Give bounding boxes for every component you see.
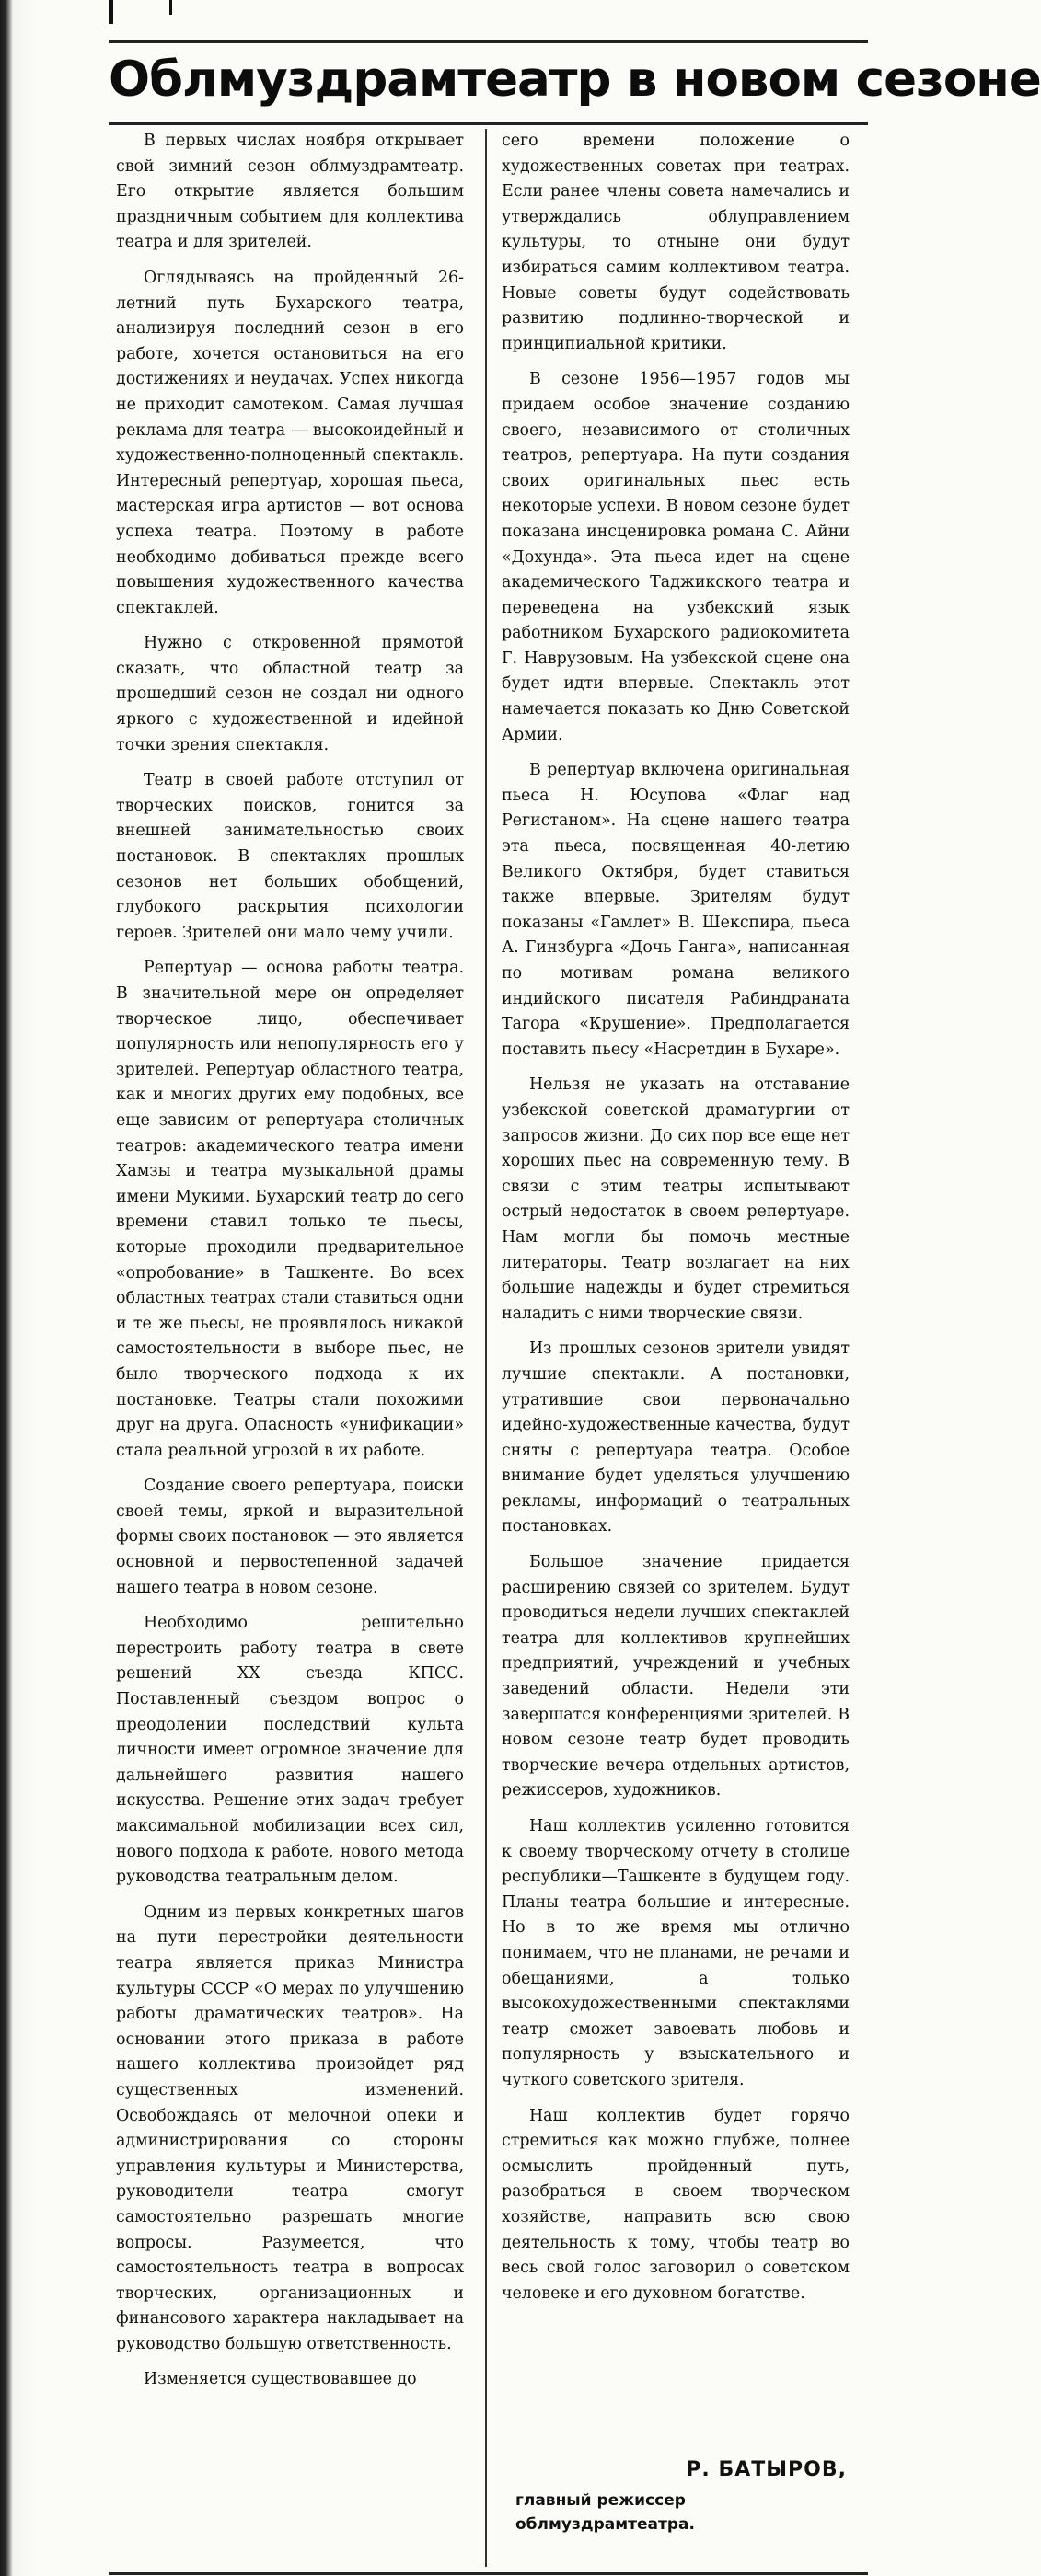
paragraph: Большое значение придается расширению связей со зрителем. Будут проводиться недели лучших спектаклей театра для коллективов крупнейших предприятий, учреждений и учебных заведений области. Недели эти завершатся конференциями зрителей. В новом сезоне театр будет проводить творческие вечера отдельных артистов, режиссеров, художников. (502, 1553, 850, 1800)
paragraph: В репертуар включена оригинальная пьеса Н. Юсупова «Флаг над Регистаном». На сцене нашего театра эта пьеса, посвященная 40-летию Великого Октября, будет ставиться также впервые. Зрителям будут показаны «Гамлет» В. Шекспира, пьеса А. Гинзбурга «Дочь Ганга», написанная по мотивам романа великого индийского писателя Рабиндраната Тагора «Крушение». Предполагается поставить пьесу «Насретдин в Бухаре». (502, 761, 850, 1059)
top-rule (109, 40, 868, 43)
paragraph: Создание своего репертуара, поиски своей темы, яркой и выразительной формы своих постановок — это является основной и первостепенной задачей нашего театра в новом сезоне. (116, 1477, 464, 1597)
author-signature (515, 2458, 856, 2536)
author-role: главный режиссер облмуздрамтеатра. (515, 2491, 695, 2534)
paragraph: сего времени положение о художественных советах при театрах. Если ранее члены совета намечались и утверждались облуправлением культуры, то отныне они будут избираться самим коллективом театра. Новые советы будут содействовать развитию подлинно-творческой и принципиальной критики. (502, 132, 850, 353)
article-headline: Облмуздрамтеатр в новом сезоне (109, 52, 1041, 108)
paragraph: Репертуар — основа работы театра. В значительной мере он определяет творческое лицо, обеспечивает популярность или непопулярность его у зрителей. Репертуар областного театра, как и многих других ему подобных, все еще зависим от репертуара столичных театров: академического театра имени Хамзы и театра музыкальной драмы имени Мукими. Бухарский театр до сего времени ставил только те пьесы, которые проходили предварительное «опробование» в Ташкенте. Во всех областных театрах стали ставиться одни и те же пьесы, не проявлялось никакой самостоятельности в выборе пьес, не было творческого подхода к их постановке. Театры стали похожими друг на друга. Опасность «унификации» стала реальной угрозой в их работе. (116, 959, 464, 1460)
paragraph: Нельзя не указать на отставание узбекской советской драматургии от запросов жизни. До сих пор все еще нет хороших пьес на современную тему. В связи с этим театры испытывают острый недостаток в своем репертуаре. Нам могли бы помочь местные литераторы. Театр возлагает на них большие надежды и будет стремиться наладить с ними творческие связи. (502, 1075, 850, 1323)
headline-rule (109, 122, 868, 125)
paragraph: В первых числах ноября открывает свой зимний сезон облмуздрамтеатр. Его открытие является большим праздничным событием для коллектива театра и для зрителей. (116, 132, 464, 252)
paragraph: Изменяется существовавшее до (144, 2370, 417, 2389)
bottom-rule (109, 2572, 868, 2575)
paragraph: Одним из первых конкретных шагов на пути перестройки деятельности театра является приказ Министра культуры СССР «О мерах по улучшению работы драматических театров». На основании этого приказа в работе нашего коллектива произойдет ряд существенных изменений. Освобождаясь от мелочной опеки и администрирования со стороны управления культуры и Министерства, руководители театра смогут самостоятельно разрешать многие вопросы. Разумеется, что самостоятельность театра в вопросах творческих, организационных и финансового характера накладывает на руководство большую ответственность. (116, 1903, 464, 2353)
column-divider (485, 129, 487, 2567)
paragraph: Из прошлых сезонов зрители увидят лучшие спектакли. А постановки, утратившие свои первоначально идейно-художественные качества, будут сняты с репертуара театра. Особое внимание будет уделяться улучшению рекламы, информаций о театральных постановках. (502, 1340, 850, 1536)
author-name: Р. БАТЫРОВ, (686, 2458, 847, 2481)
paragraph: Наш коллектив будет горячо стремиться как можно глубже, полнее осмыслить пройденный путь, разобраться в своем творческом хозяйстве, направить всю свою деятельность к тому, чтобы театр во весь свой голос заговорил о советском человеке и его духовном богатстве. (502, 2106, 850, 2303)
paragraph: В сезоне 1956—1957 годов мы придаем особое значение созданию своего, независимого от столичных театров, репертуара. На пути создания своих оригинальных пьес есть некоторые успехи. В новом сезоне будет показана инсценировка романа С. Айни «Дохунда». Эта пьеса идет на сцене академического Таджикского театра и переведена на узбекский язык работником Бухарского радиокомитета Г. Наврузовым. На узбекской сцене она будет идти впервые. Спектакль этот намечается показать ко Дню Советской Армии. (502, 370, 850, 744)
edge-mark (169, 0, 172, 15)
paragraph: Наш коллектив усиленно готовится к своему творческому отчету в столице республики—Ташкенте в будущем году. Планы театра большие и интересные. Но в то же время мы отлично понимаем, что не планами, не речами и обещаниями, а только высокохудожественными спектаклями театр сможет завоевать любовь и популярность у взыскательного и чуткого советского зрителя. (502, 1817, 850, 2089)
paragraph: Нужно с откровенной прямотой сказать, что областной театр за прошедший сезон не создал ни одного яркого с художественной и идейной точки зрения спектакля. (116, 634, 464, 754)
edge-mark (109, 0, 113, 24)
article-column-left (116, 129, 464, 2403)
article-column-right (502, 129, 850, 2317)
top-edge-marks (0, 0, 877, 28)
paragraph: Оглядываясь на пройденный 26-летний путь Бухарского театра, анализируя последний сезон в его работе, хочется остановиться на его достижениях и неудачах. Успех никогда не приходит самотеком. Самая лучшая реклама для театра — высокоидейный и художественно-полноценный спектакль. Интересный репертуар, хорошая пьеса, мастерская игра артистов — вот основа успеха театра. Поэтому в работе необходимо добиваться прежде всего повышения художественного качества спектаклей. (116, 268, 464, 617)
paragraph: Театр в своей работе отступил от творческих поисков, гонится за внешней занимательностью своих постановок. В спектаклях прошлых сезонов нет больших обобщений, глубокого раскрытия психологии героев. Зрителей они мало чему учили. (116, 771, 464, 942)
paragraph: Необходимо решительно перестроить работу театра в свете решений XX съезда КПСС. Поставленный съездом вопрос о преодолении последствий культа личности имеет огромное значение для дальнейшего развития нашего искусства. Решение этих задач требует максимальной мобилизации всех сил, нового подхода к работе, нового метода руководства театральным делом. (116, 1614, 464, 1887)
